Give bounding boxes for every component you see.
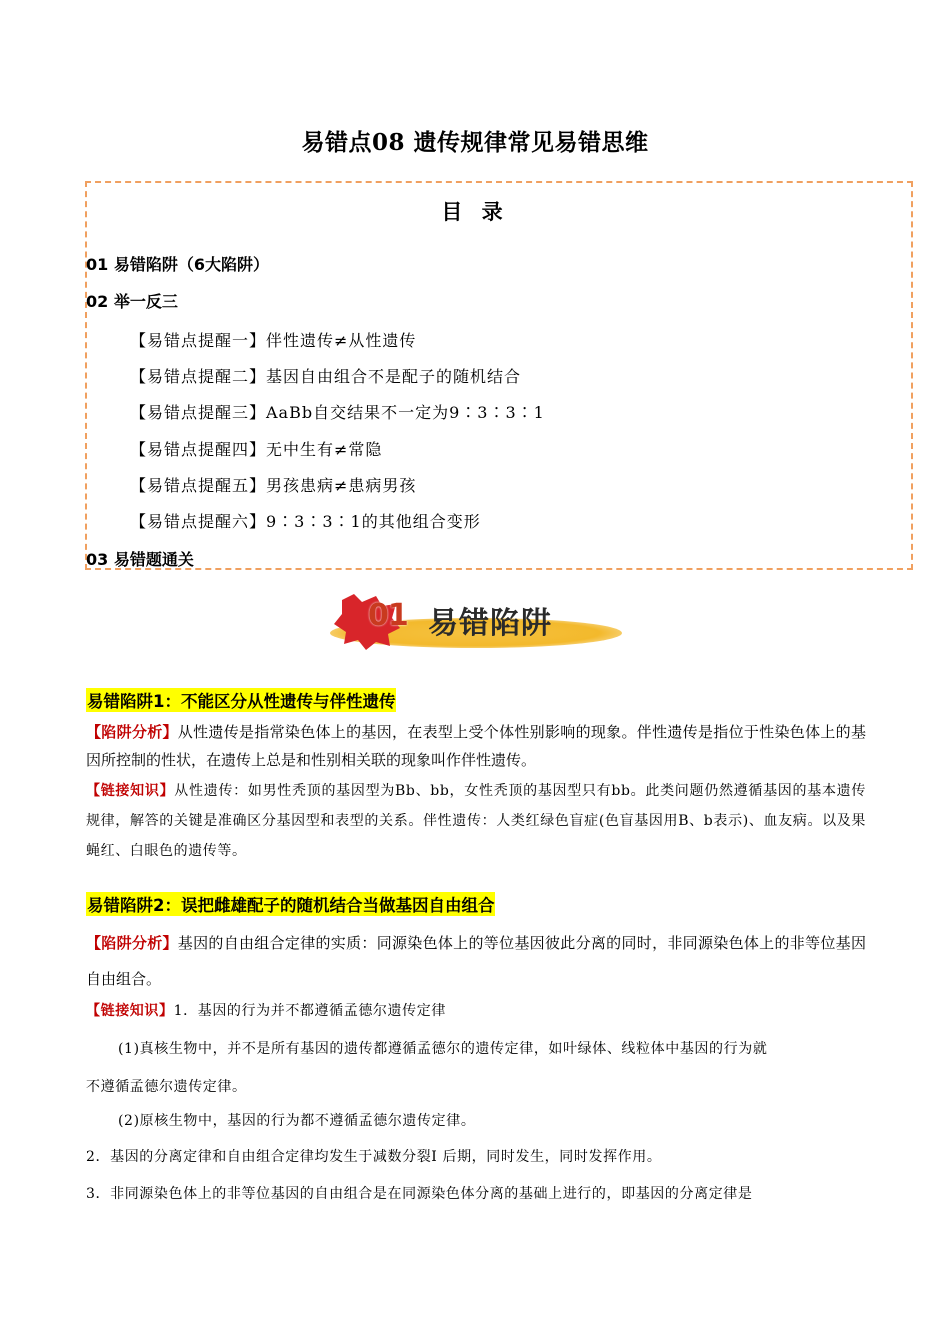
- toc-item-4[interactable]: 【易错点提醒四】无中生有≠常隐: [130, 440, 383, 459]
- point-1-b: 不遵循孟德尔遗传定律。: [86, 1079, 247, 1095]
- point-2: (2)原核生物中，基因的行为都不遵循孟德尔遗传定律。: [118, 1113, 476, 1129]
- trap1-heading: 易错陷阱1：不能区分从性遗传与伴性遗传: [86, 688, 396, 712]
- trap1-link: [86, 776, 866, 866]
- toc-item-6[interactable]: 【易错点提醒六】9∶3∶3∶1的其他组合变形: [130, 512, 481, 531]
- banner-title: 易错陷阱: [428, 606, 552, 641]
- analysis-text: 从性遗传是指常染色体上的基因，在表型上受个体性别影响的现象。伴性遗传是指位于性染色体上的基因所控制的性状，在遗传上总是和性别相关联的现象叫作伴性遗传。: [86, 723, 866, 769]
- toc-section-2[interactable]: 02 举一反三: [86, 292, 178, 311]
- line-3: 3．非同源染色体上的非等位基因的自由组合是在同源染色体分离的基础上进行的，即基因的分离定律是: [86, 1186, 753, 1202]
- toc-heading: 目 录: [441, 200, 509, 224]
- link-text: 从性遗传：如男性秃顶的基因型为Bb、bb，女性秃顶的基因型只有bb。此类问题仍然遵循基因的基本遗传规律，解答的关键是准确区分基因型和表型的关系。伴性遗传：人类红绿色盲症(色盲基因用B、b表示)、血友病。以及果蝇红、白眼色的遗传等。: [86, 783, 866, 859]
- link-label: 【链接知识】: [86, 783, 175, 799]
- toc-section-3[interactable]: 03 易错题通关: [86, 550, 194, 569]
- trap2-link: [86, 1000, 876, 1020]
- line-2: 2．基因的分离定律和自由组合定律均发生于减数分裂Ⅰ 后期，同时发生，同时发挥作用。: [86, 1149, 662, 1165]
- trap1-analysis: [86, 718, 866, 774]
- toc-item-2[interactable]: 【易错点提醒二】基因自由组合不是配子的随机结合: [130, 367, 522, 386]
- trap2-analysis: [86, 925, 866, 997]
- toc-item-5[interactable]: 【易错点提醒五】男孩患病≠患病男孩: [130, 476, 417, 495]
- banner-number: 01: [368, 598, 408, 633]
- analysis-label: 【陷阱分析】: [86, 723, 178, 741]
- analysis-label: 【陷阱分析】: [86, 934, 178, 952]
- toc-item-1[interactable]: 【易错点提醒一】伴性遗传≠从性遗传: [130, 331, 417, 350]
- toc-item-3[interactable]: 【易错点提醒三】AaBb自交结果不一定为9∶3∶3∶1: [130, 403, 545, 422]
- link-line: 1．基因的行为并不都遵循孟德尔遗传定律: [173, 1003, 446, 1019]
- point-1-a: (1)真核生物中，并不是所有基因的遗传都遵循孟德尔的遗传定律，如叶绿体、线粒体中基因的行为就: [118, 1041, 768, 1057]
- analysis-text: 基因的自由组合定律的实质：同源染色体上的等位基因彼此分离的同时，非同源染色体上的非等位基因自由组合。: [86, 934, 866, 988]
- trap2-heading: 易错陷阱2：误把雌雄配子的随机结合当做基因自由组合: [86, 892, 495, 916]
- toc-section-1[interactable]: 01 易错陷阱（6大陷阱）: [86, 255, 269, 274]
- page-title: 易错点08 遗传规律常见易错思维: [301, 129, 649, 156]
- link-label: 【链接知识】: [86, 1003, 174, 1019]
